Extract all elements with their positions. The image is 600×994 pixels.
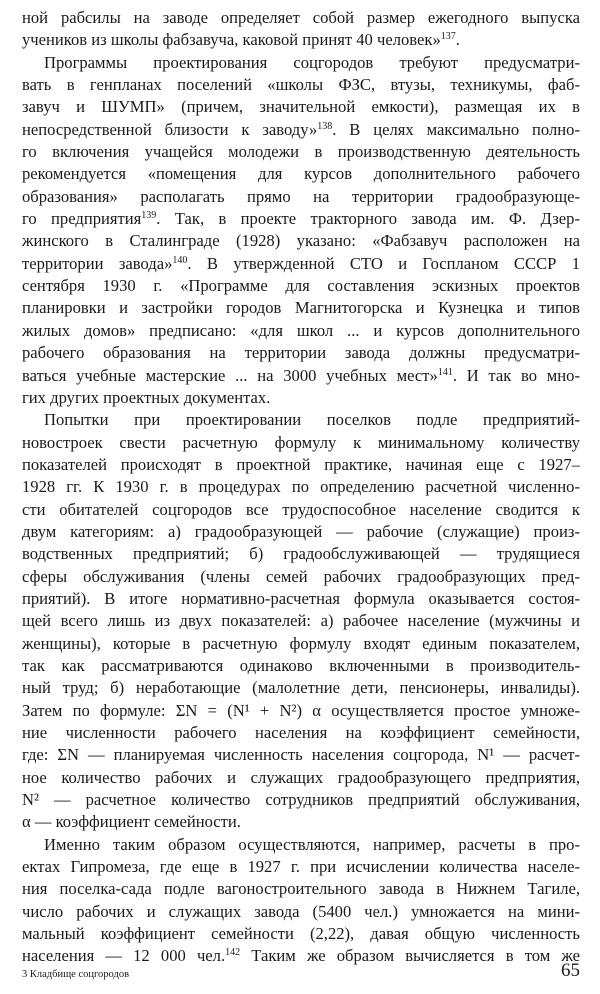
text-line: [22, 365, 580, 387]
footnote-ref: 138: [317, 120, 333, 132]
line-text: двум категориям: а) градообразующей — рабочие (служащие) произ-: [22, 521, 580, 541]
text-line: [22, 677, 580, 699]
line-text: ный труд; б) неработающие (малолетние дети, пенсионеры, инвалиды).: [22, 678, 580, 698]
text-line: [22, 275, 580, 297]
text-line: [22, 923, 580, 945]
page-footer: [22, 958, 580, 982]
text-line: [22, 409, 580, 431]
text-line: [22, 767, 580, 789]
line-text: число рабочих и служащих завода (5400 чел.) умножается на мини-: [22, 901, 580, 921]
text-line: [22, 655, 580, 677]
text-line: [22, 253, 580, 275]
text-line: [22, 878, 580, 900]
line-text: где: ΣN — планируемая численность населения соцгорода, N¹ — расчет-: [22, 745, 580, 765]
text-line: [22, 230, 580, 252]
line-text: непосредственной близости к заводу»: [22, 119, 318, 139]
line-text: ное количество рабочих и служащих градообразующего предприятия,: [22, 767, 580, 787]
text-line: [22, 74, 580, 96]
line-text: водственных предприятий; б) градообслуживающей — трудящиеся: [22, 544, 580, 564]
text-line: [22, 163, 580, 185]
text-line: [22, 387, 580, 409]
line-text: N² — расчетное количество сотрудников предприятий обслуживания,: [22, 790, 580, 810]
line-text: Именно таким образом осуществляются, например, расчеты в про-: [44, 834, 580, 854]
line-text: жинского в Сталинграде (1928) указано: «Фабзавуч расположен на: [22, 231, 580, 251]
line-text: α — коэффициент семейности.: [22, 812, 241, 832]
text-line: [22, 811, 580, 833]
line-text: мальный коэффициент семейности (2,22), давая общую численность: [22, 924, 580, 944]
text-line: [22, 499, 580, 521]
text-line: [22, 29, 580, 51]
line-text: сферы обслуживания (члены семей рабочих градообразующих пред-: [22, 566, 580, 586]
text-line: [22, 297, 580, 319]
line-text: вать в генпланах поселений «школы ФЗС, втузы, техникумы, фаб-: [22, 75, 580, 95]
text-line: [22, 52, 580, 74]
line-text: рабочего образования на территории завода должны предусматри-: [22, 343, 580, 363]
line-text-continued: . В утвержденной СТО и Госпланом СССР 1: [187, 253, 580, 273]
line-text: рекомендуется «помещения для курсов дополнительного рабочего: [22, 164, 580, 184]
text-line: [22, 543, 580, 565]
line-text: гих других проектных документах.: [22, 387, 271, 407]
text-line: [22, 342, 580, 364]
line-text-continued: . В целях максимально полно-: [332, 119, 580, 139]
line-text: сти обитателей соцгородов все трудоспособное население сводится к: [22, 499, 580, 519]
line-text: Программы проектирования соцгородов требуют предусматри-: [44, 52, 580, 72]
text-line: [22, 96, 580, 118]
line-text: ние численности рабочего населения на коэффициент семейности,: [22, 723, 580, 742]
line-text-continued: Таким же образом вычисляется в том же: [240, 946, 580, 966]
text-line: [22, 476, 580, 498]
text-line: [22, 566, 580, 588]
line-text-continued: . И так во мно-: [452, 365, 580, 385]
line-text: женщины), которые в расчетную формулу входят единым показателем,: [22, 633, 580, 653]
line-text-continued: . Так, в проекте тракторного завода им. Ф. Дзер-: [156, 209, 580, 229]
text-line: [22, 633, 580, 655]
line-text: планировки и застройки городов Магнитогорска и Кузнецка и типов: [22, 298, 580, 318]
line-text: учеников из школы фабзавуча, каковой принят 40 человек»: [22, 30, 441, 50]
line-text: образования» располагать прямо на территории градообразующе-: [22, 186, 580, 206]
line-text: показателей происходят в проектной практике, начиная еще с 1927–: [22, 454, 580, 474]
text-line: [22, 610, 580, 632]
line-text-continued: .: [455, 30, 460, 50]
line-text: щей всего лишь из двух показателей: а) рабочее население (мужчины и: [22, 611, 580, 631]
text-line: [22, 320, 580, 342]
text-line: [22, 7, 580, 29]
text-line: [22, 432, 580, 454]
line-text: сентября 1930 г. «Программе для составления эскизных проектов: [22, 276, 580, 296]
text-line: [22, 744, 580, 766]
text-line: [22, 700, 580, 722]
line-text: го включения учащейся молодежи в производственную деятельность: [22, 142, 580, 162]
line-text: населения — 12 000 чел.: [22, 946, 226, 966]
line-text: го предприятия: [22, 209, 142, 229]
text-line: [22, 141, 580, 163]
page-number: 65: [561, 960, 580, 981]
text-line: [22, 208, 580, 230]
text-line: [22, 834, 580, 856]
text-line: [22, 856, 580, 878]
footnote-ref: 141: [437, 366, 453, 378]
line-text: Затем по формуле: ΣN = (N¹ + N²) α осуществляется простое умноже-: [22, 700, 580, 720]
line-text: ектах Гипромеза, где еще в 1927 г. при исчислении количества населе-: [22, 857, 580, 877]
running-title: 3 Кладбище соцгородов: [22, 969, 130, 980]
text-line: [22, 722, 580, 744]
text-line: [22, 901, 580, 923]
footnote-ref: 139: [141, 210, 157, 222]
line-text: территории завода»: [22, 253, 173, 273]
text-line: [22, 186, 580, 208]
line-text: ния поселка-сада подле вагоностроительного завода в Нижнем Тагиле,: [22, 879, 580, 899]
line-text: ваться учебные мастерские ... на 3000 учебных мест»: [22, 365, 438, 385]
line-text: приятий). В итоге нормативно-расчетная формула оказывается состоя-: [22, 588, 580, 608]
line-text: так как рассматриваются одинаково включенными в производитель-: [22, 655, 580, 675]
text-line: [22, 588, 580, 610]
footnote-ref: 140: [172, 254, 188, 266]
footnote-ref: 137: [440, 31, 456, 43]
text-line: [22, 789, 580, 811]
line-text: Попытки при проектировании поселков подле предприятий-: [44, 410, 580, 430]
line-text: 1928 гг. К 1930 г. в процедурах по определению расчетной численно-: [22, 477, 580, 497]
footnote-ref: 142: [225, 947, 241, 959]
page-body: [22, 7, 580, 968]
line-text: ной рабсилы на заводе определяет собой размер ежегодного выпуска: [22, 8, 580, 27]
text-line: [22, 454, 580, 476]
line-text: завуч и ШУМП» (причем, значительной емкости), размещая их в: [22, 97, 580, 117]
text-line: [22, 119, 580, 141]
line-text: жилых домов» предписано: «для школ ... и курсов дополнительного: [22, 320, 580, 340]
text-line: [22, 521, 580, 543]
line-text: новостроек свести расчетную формулу к минимальному количеству: [22, 432, 580, 452]
